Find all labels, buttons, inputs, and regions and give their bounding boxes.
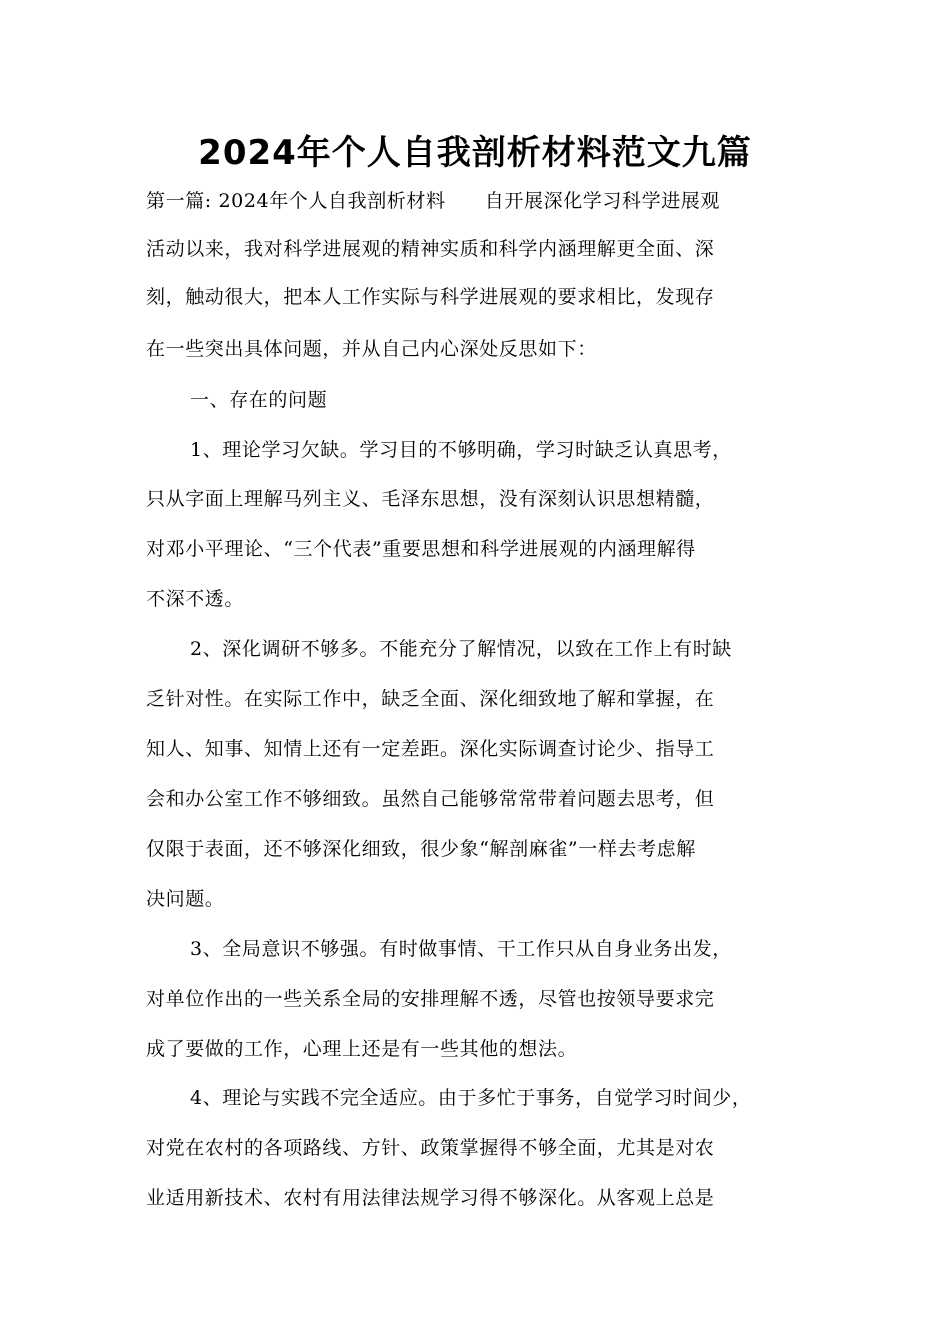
body-line: 会和办公室工作不够细致。虽然自己能够常常带着问题去思考，但 — [146, 788, 715, 810]
section-heading: 一、存在的问题 — [190, 389, 328, 411]
body-line: 只从字面上理解马列主义、毛泽东思想，没有深刻认识思想精髓， — [146, 488, 715, 510]
body-line: 对邓小平理论、“三个代表”重要思想和科学进展观的内涵理解得 — [146, 538, 696, 560]
body-line: 知人、知事、知情上还有一定差距。深化实际调查讨论少、指导工 — [146, 738, 715, 760]
body-line: 在一些突出具体问题，并从自己内心深处反思如下： — [146, 338, 597, 360]
body-line: 不深不透。 — [146, 588, 245, 610]
body-line: 仅限于表面，还不够深化细致，很少象“解剖麻雀”一样去考虑解 — [146, 838, 696, 860]
body-line: 2、深化调研不够多。不能充分了解情况，以致在工作上有时缺 — [190, 638, 732, 660]
document-title: 2024年个人自我剖析材料范文九篇 — [198, 133, 752, 173]
body-line: 3、全局意识不够强。有时做事情、干工作只从自身业务出发， — [190, 938, 732, 960]
body-line: 成了要做的工作，心理上还是有一些其他的想法。 — [146, 1038, 578, 1060]
body-line: 对单位作出的一些关系全局的安排理解不透，尽管也按领导要求完 — [146, 988, 715, 1010]
body-line: 1、理论学习欠缺。学习目的不够明确，学习时缺乏认真思考， — [190, 439, 732, 461]
body-line: 业适用新技术、农村有用法律法规学习得不够深化。从客观上总是 — [146, 1187, 715, 1209]
body-line: 第一篇: 2024年个人自我剖析材料 自开展深化学习科学进展观 — [146, 190, 720, 212]
body-line: 刻，触动很大，把本人工作实际与科学进展观的要求相比，发现存 — [146, 286, 715, 308]
body-line: 对党在农村的各项路线、方针、政策掌握得不够全面，尤其是对农 — [146, 1137, 715, 1159]
body-line: 活动以来，我对科学进展观的精神实质和科学内涵理解更全面、深 — [146, 238, 715, 260]
body-line: 乏针对性。在实际工作中，缺乏全面、深化细致地了解和掌握，在 — [146, 688, 715, 710]
body-line: 4、理论与实践不完全适应。由于多忙于事务，自觉学习时间少， — [190, 1087, 752, 1109]
body-line: 决问题。 — [146, 888, 225, 910]
